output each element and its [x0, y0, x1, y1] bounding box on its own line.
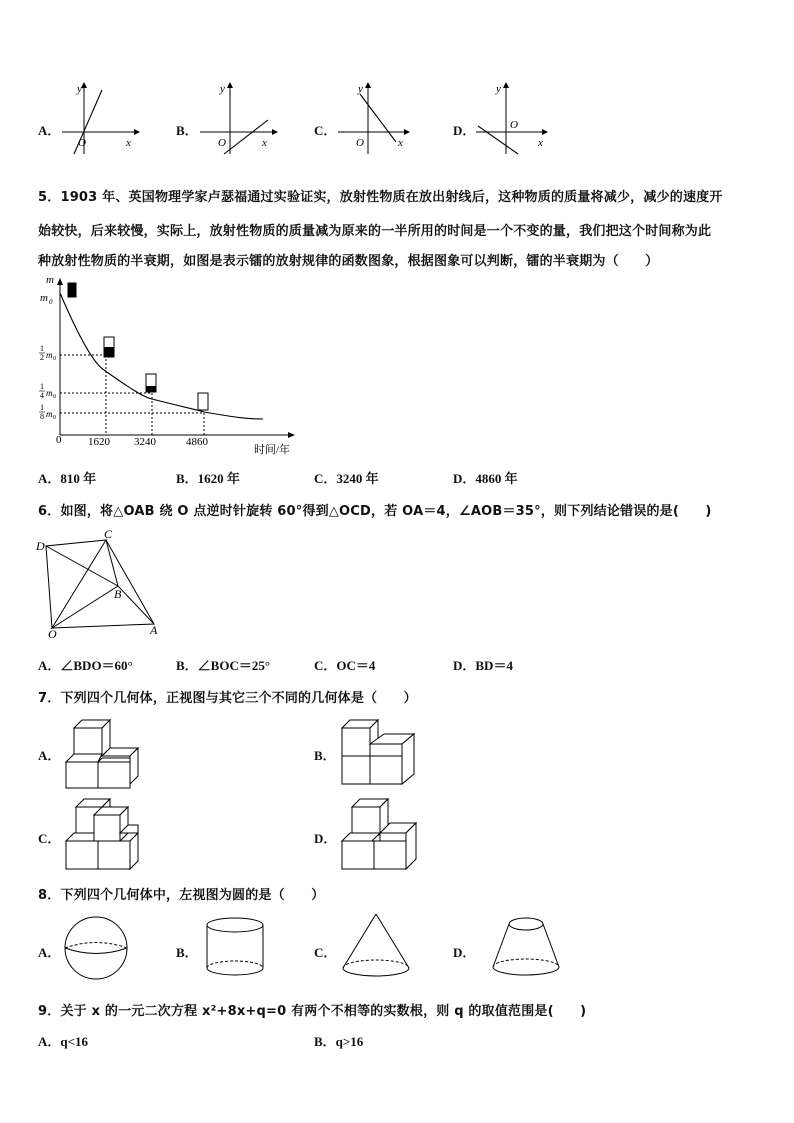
q6-option-d: D．BD＝4 — [453, 658, 513, 673]
q5-option-b: B．1620 年 — [176, 471, 240, 486]
q6-label-o: O — [48, 627, 57, 641]
q4-graph-c — [336, 82, 416, 157]
q7-option-c: C． — [38, 831, 61, 846]
q4-c-y: y — [358, 83, 363, 95]
svg-text:m: m — [46, 388, 53, 398]
q8-option-a: A． — [38, 945, 61, 960]
q6-label-c: C — [104, 527, 113, 541]
q7-cubes-a — [64, 718, 144, 793]
q4-option-c-label: C． — [314, 123, 337, 138]
q8-option-d: D． — [453, 945, 476, 960]
q9-text: 9．关于 x 的一元二次方程 x²+8x+q=0 有两个不相等的实数根，则 q 的取值范围是( ) — [38, 1004, 587, 1019]
q7-option-d: D． — [314, 831, 337, 846]
q5-tick-1620: 1620 — [88, 436, 110, 448]
q5-y-axis-label: m — [46, 274, 54, 286]
q6-label-b: B — [114, 587, 122, 601]
q5-option-a: A．810 年 — [38, 471, 97, 486]
q5-tick-3240: 3240 — [134, 436, 156, 448]
q5-half-den: 2 — [40, 353, 44, 362]
q4-a-y: y — [77, 83, 82, 95]
q4-b-y: y — [220, 83, 225, 95]
svg-text:m: m — [46, 350, 53, 360]
svg-text:0: 0 — [53, 356, 56, 362]
svg-text:0: 0 — [53, 394, 56, 400]
q5-quarter-den: 4 — [40, 391, 44, 400]
q5-text-line-1: 5．1903 年、英国物理学家卢瑟福通过实验证实，放射性物质在放出射线后，这种物质的质量将减少，减少的速度开 — [38, 190, 723, 205]
q6-label-d: D — [36, 539, 45, 553]
q4-graph-d — [474, 82, 554, 157]
q4-c-o: O — [356, 137, 364, 149]
q5-text-line-3: 种放射性物质的半衰期，如图是表示镭的放射规律的函数图象，根据图象可以判断，镭的半衰期为（ ） — [38, 254, 659, 269]
q5-x-axis-label: 时间/年 — [254, 444, 291, 456]
q7-option-b: B． — [314, 748, 336, 763]
q4-d-y: y — [496, 83, 501, 95]
q4-b-o: O — [218, 137, 226, 149]
svg-text:m: m — [46, 409, 53, 419]
q5-decay-graph — [38, 275, 308, 460]
q9-option-a: A．q<16 — [38, 1034, 89, 1049]
q6-option-b: B．∠BOC＝25° — [176, 658, 271, 673]
q6-option-a: A．∠BDO＝60° — [38, 658, 133, 673]
q4-option-d-label: D． — [453, 123, 476, 138]
q8-text: 8．下列四个几何体中，左视图为圆的是（ ） — [38, 888, 325, 903]
q4-option-b-label: B． — [176, 123, 198, 138]
q8-sphere — [62, 915, 130, 981]
q8-frustum — [490, 915, 562, 979]
q4-a-o: O — [78, 137, 86, 149]
q8-option-c: C． — [314, 945, 337, 960]
q7-cubes-b — [340, 718, 420, 793]
q4-d-x: x — [538, 137, 543, 149]
q4-graph-a — [60, 82, 140, 157]
q4-c-x: x — [398, 137, 403, 149]
q5-eighth-num: 1 — [40, 403, 44, 412]
q5-quarter-num: 1 — [40, 382, 44, 391]
q5-option-c: C．3240 年 — [314, 471, 379, 486]
q4-d-o: O — [510, 119, 518, 131]
q5-half-num: 1 — [40, 344, 44, 353]
q8-option-b: B． — [176, 945, 198, 960]
q6-rotation-figure — [36, 527, 166, 641]
q5-text-line-2: 始较快，后来较慢，实际上，放射性物质的质量减为原来的一半所用的时间是一个不变的量，我们把这个时间称为此 — [38, 224, 712, 239]
q6-option-c: C．OC＝4 — [314, 658, 376, 673]
q7-cubes-c — [64, 797, 144, 875]
q6-label-a: A — [150, 623, 158, 637]
q4-b-x: x — [262, 137, 267, 149]
q5-eighth-den: 8 — [40, 412, 44, 421]
q4-graph-b — [198, 82, 278, 157]
q7-cubes-d — [340, 797, 420, 875]
q5-m0-label: m — [40, 292, 48, 304]
q9-option-b: B．q>16 — [314, 1034, 364, 1049]
q4-a-x: x — [126, 137, 131, 149]
q6-text: 6．如图，将△OAB 绕 O 点逆时针旋转 60°得到△OCD，若 OA＝4，∠AOB＝35°，则下列结论错误的是( ) — [38, 504, 712, 519]
q7-text: 7．下列四个几何体，正视图与其它三个不同的几何体是（ ） — [38, 691, 417, 706]
q4-option-a-label: A． — [38, 123, 61, 138]
q5-origin-label: 0 — [56, 434, 62, 446]
q5-m0-sub: 0 — [49, 298, 53, 306]
q7-option-a: A． — [38, 748, 61, 763]
q5-tick-4860: 4860 — [186, 436, 208, 448]
q8-cylinder — [204, 916, 266, 978]
q8-cone — [340, 912, 412, 980]
q5-option-d: D．4860 年 — [453, 471, 518, 486]
svg-text:0: 0 — [53, 415, 56, 421]
